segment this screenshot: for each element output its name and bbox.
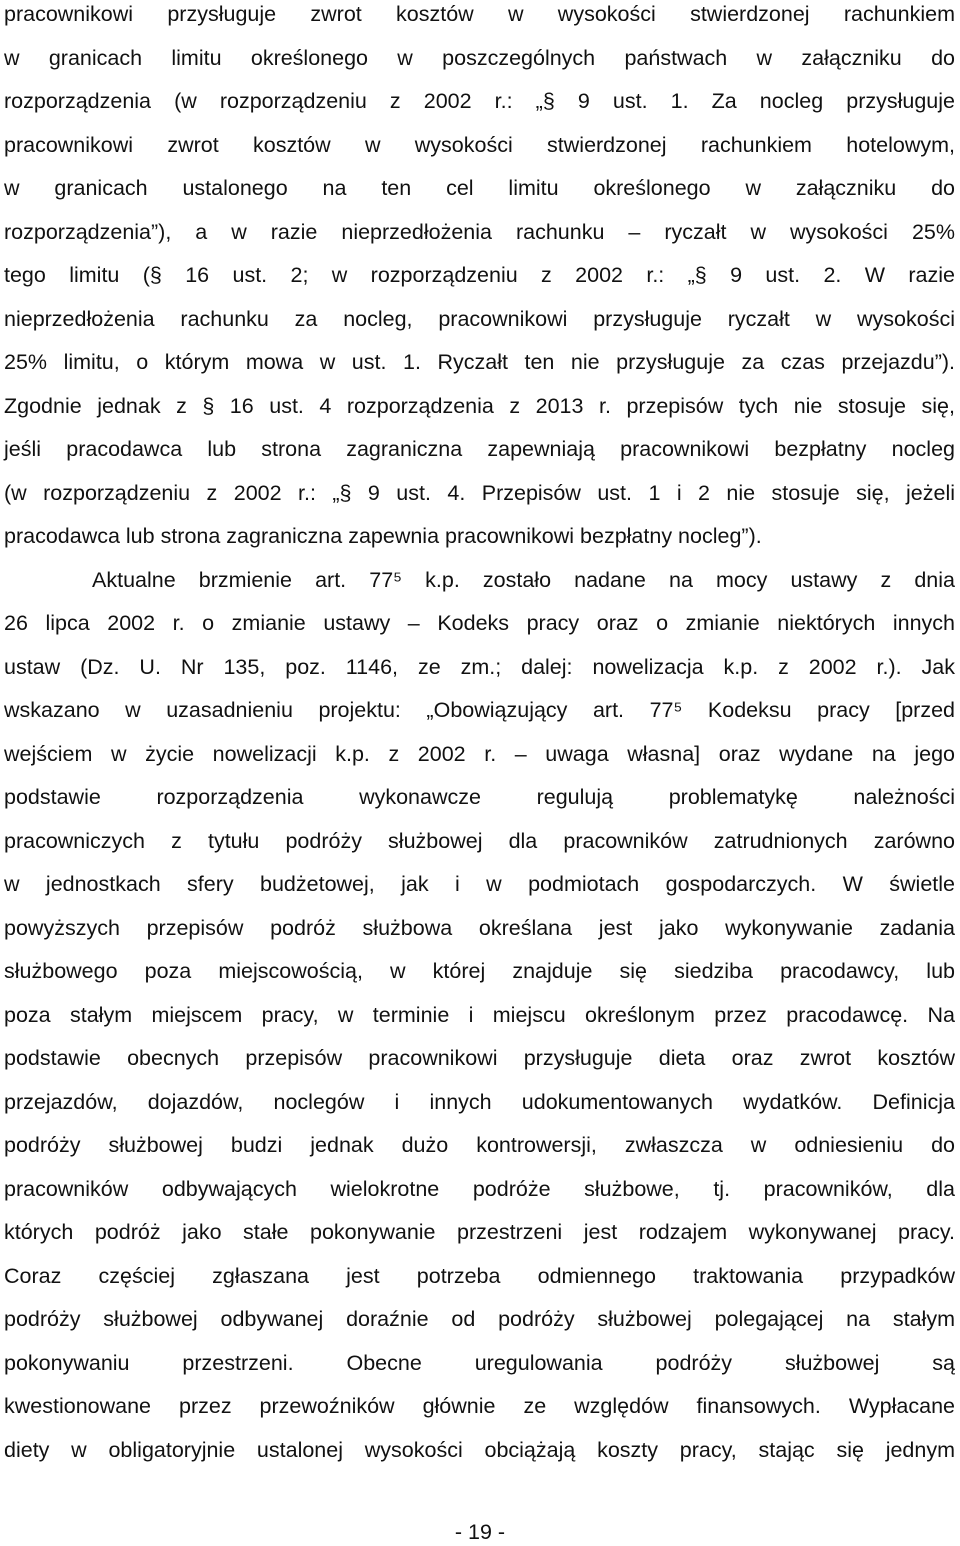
text-line: w granicach ustalonego na ten cel limitu określonego w załączniku do — [4, 176, 955, 200]
text-line: diety w obligatoryjnie ustalonej wysokości obciążają koszty pracy, stając się jednym — [4, 1437, 955, 1462]
text-line: nieprzedłożenia rachunku za nocleg, pracownikowi przysługuje ryczałt w wysokości — [4, 306, 955, 331]
text-line: wejściem w życie nowelizacji k.p. z 2002 r. – uwaga własna] oraz wydane na jego — [4, 741, 955, 766]
text-line: pracowników odbywających wielokrotne podróże służbowe, tj. pracowników, dla — [4, 1176, 955, 1201]
text-line: 26 lipca 2002 r. o zmianie ustawy – Kodeks pracy oraz o zmianie niektórych innych — [4, 611, 955, 635]
text-line: podstawie rozporządzenia wykonawcze regulują problematykę należności — [4, 785, 955, 809]
text-line: poza stałym miejscem pracy, w terminie i miejscu określonym przez pracodawcę. Na — [4, 1002, 955, 1027]
text-line: rozporządzenia (w rozporządzeniu z 2002 r.: „§ 9 ust. 1. Za nocleg przysługuje — [4, 89, 955, 113]
page-number: - 19 - — [454, 1520, 506, 1544]
text-line: podróży służbowej odbywanej doraźnie od podróży służbowej polegającej na stałym — [4, 1307, 955, 1331]
text-line: powyższych przepisów podróż służbowa określana jest jako wykonywanie zadania — [4, 915, 955, 940]
text-line: w granicach limitu określonego w poszczególnych państwach w załączniku do — [4, 45, 955, 70]
text-line: jeśli pracodawca lub strona zagraniczna zapewniają pracownikowi bezpłatny nocleg — [4, 437, 955, 461]
text-line: Zgodnie jednak z § 16 ust. 4 rozporządzenia z 2013 r. przepisów tych nie stosuje się, — [4, 393, 955, 418]
text-line: (w rozporządzeniu z 2002 r.: „§ 9 ust. 4. Przepisów ust. 1 i 2 nie stosuje się, jeżeli — [4, 480, 955, 505]
text-line: podstawie obecnych przepisów pracownikowi przysługuje dieta oraz zwrot kosztów — [4, 1046, 955, 1070]
text-line: pracownikowi przysługuje zwrot kosztów w wysokości stwierdzonej rachunkiem — [4, 2, 955, 26]
text-line: służbowego poza miejscowością, w której znajduje się siedziba pracodawcy, lub — [4, 959, 955, 983]
text-line: Coraz częściej zgłaszana jest potrzeba odmiennego traktowania przypadków — [4, 1263, 955, 1288]
text-line: ustaw (Dz. U. Nr 135, poz. 1146, ze zm.; dalej: nowelizacja k.p. z 2002 r.). Jak — [4, 654, 955, 679]
text-line: przejazdów, dojazdów, noclegów i innych udokumentowanych wydatków. Definicja — [4, 1089, 955, 1114]
text-line: pracowniczych z tytułu podróży służbowej dla pracowników zatrudnionych zarówno — [4, 828, 955, 853]
text-line: w jednostkach sfery budżetowej, jak i w podmiotach gospodarczych. W świetle — [4, 872, 955, 896]
text-line: 25% limitu, o którym mowa w ust. 1. Ryczałt ten nie przysługuje za czas przejazdu”). — [4, 350, 955, 374]
paragraph-first-line: Aktualne brzmienie art. 77⁵ k.p. zostało nadane na mocy ustawy z dnia — [92, 567, 955, 592]
text-line: kwestionowane przez przewoźników głównie ze względów finansowych. Wypłacane — [4, 1394, 955, 1418]
text-line: pracodawca lub strona zagraniczna zapewnia pracownikowi bezpłatny nocleg”). — [4, 524, 762, 548]
text-line: pokonywaniu przestrzeni. Obecne uregulowania podróży służbowej są — [4, 1350, 955, 1375]
text-line: wskazano w uzasadnieniu projektu: „Obowiązujący art. 77⁵ Kodeksu pracy [przed — [4, 698, 955, 722]
text-line: rozporządzenia”), a w razie nieprzedłożenia rachunku – ryczałt w wysokości 25% — [4, 219, 955, 244]
text-line: których podróż jako stałe pokonywanie przestrzeni jest rodzajem wykonywanej pracy. — [4, 1220, 955, 1244]
text-line: pracownikowi zwrot kosztów w wysokości stwierdzonej rachunkiem hotelowym, — [4, 132, 955, 157]
text-line: tego limitu (§ 16 ust. 2; w rozporządzeniu z 2002 r.: „§ 9 ust. 2. W razie — [4, 263, 955, 287]
text-line: podróży służbowej budzi jednak dużo kontrowersji, zwłaszcza w odniesieniu do — [4, 1133, 955, 1157]
